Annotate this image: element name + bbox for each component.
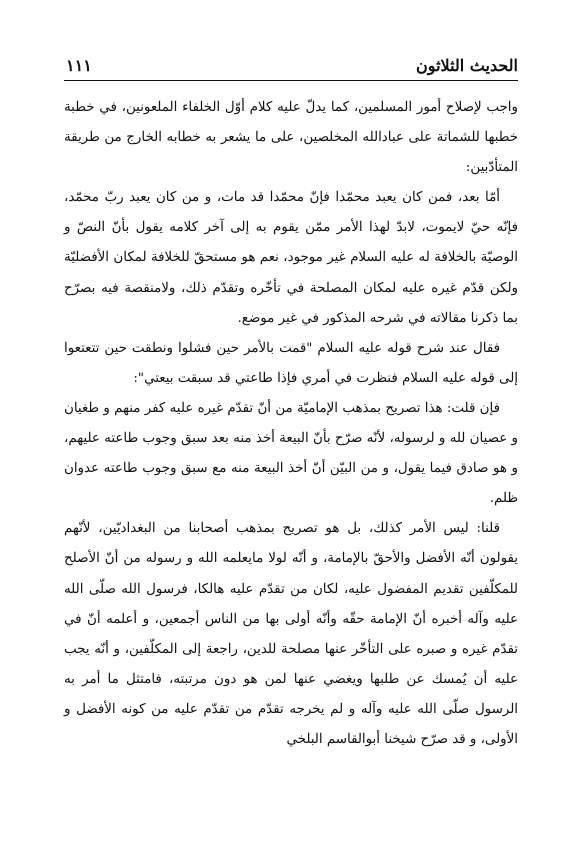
book-page bbox=[64, 52, 518, 822]
page-number: ١١١ bbox=[66, 56, 92, 75]
paragraph: فقال عند شرح قوله عليه السلام "قمت بالأمر حين فشلوا ونطقت حين تتعتعوا إلى قوله عليه السلام فنظرت في أمري فإذا طاعتي قد سبقت بيعتي": bbox=[64, 340, 518, 386]
chapter-title: الحديث الثلاثون bbox=[416, 56, 518, 75]
body-text bbox=[64, 93, 518, 755]
paragraph: فإن قلت: هذا تصريح بمذهب الإماميّة من أنّ تقدّم غيره عليه كفر منهم و طغيان و عصيان لله و لرسوله، لأنّه صرّح بأنّ البيعة أخذ منه بعد سبق وجوب طاعته عليهم، و هو صادق فيما يقول، و من البيّن أنّ أخذ البيعة منه مع سبق وجوب طاعته عدوان ظلم. bbox=[64, 400, 518, 507]
paragraph: واجب لإصلاح أمور المسلمين، كما يدلّ عليه كلام أوّل الخلفاء الملعونين، في خطبة خطبها للشماتة على عبادالله المخلصين، على ما يشعر به خطابه الخارج من طريقة المتأدّبين: bbox=[64, 100, 518, 176]
paragraph: قلنا: ليس الأمر كذلك، بل هو تصريح بمذهب أصحابنا من البغداديّين، لأنّهم يقولون أنّه الأفضل والأحقّ بالإمامة، و أنّه لولا مايعلمه الله و رسوله من أنّ الأصلح للمكلّفين تقديم المفضول عليه، لكان من تقدّم عليه هالكا، فرسول الله صلّى الله عليه وآله أخبره أنّ الإمامة حقّه وأنّه أولى بها من الناس أجمعين، و أعلمه أنّ في تقدّم غيره و صبره على التأخّر عنها مصلحة للدين، راجعة إلى المكلّفين، و أنّه يجب عليه أن يُمسك عن طلبها ويغضي عنها لمن هو دون مرتبته، فامتثل ما أمر به الرسول صلّى الله عليه وآله و لم يخرجه تقدّم من تقدّم عليه من كونه الأفضل و الأولى، و قد صرّح شيخنا أبوالقاسم البلخي bbox=[64, 521, 518, 747]
running-header bbox=[64, 52, 518, 81]
paragraph: أمّا بعد، فمن كان يعبد محمّدا فإنّ محمّدا قد مات، و من كان يعبد ربّ محمّد، فإنّه حيّ لايموت، لابدّ لهذا الأمر ممّن يقوم به إلى آخر كلامه يقول بأنّ النصّ و الوصيّة بالخلافة له عليه السلام غير موجود، نعم هو مستحقّ للخلافة لمكان الأفضليّة ولكن قدّم غيره عليه لمكان المصلحة في تأخّره وتقدّم ذلك، ولامنقصة فيه بصرّح بما ذكرنا مقالاته في شرحه المذكور في غير موضع. bbox=[64, 190, 518, 326]
